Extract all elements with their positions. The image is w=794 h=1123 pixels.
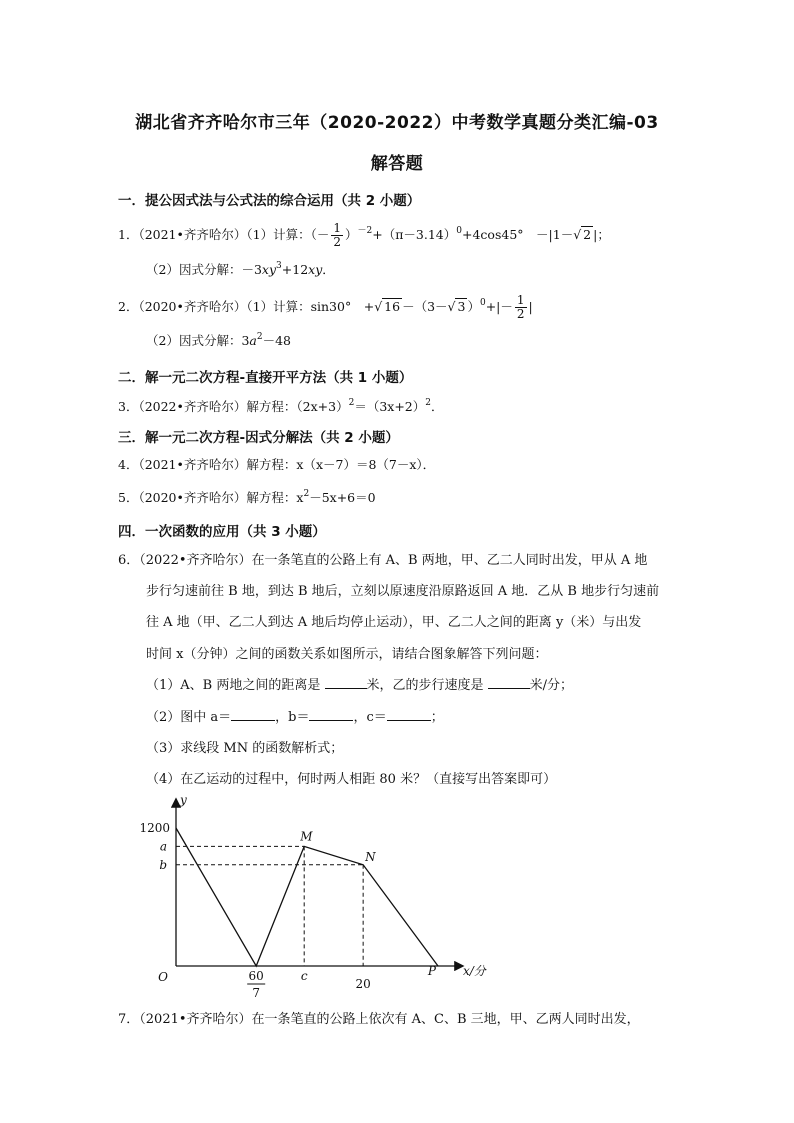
x-axis-label: x/分 (463, 964, 486, 978)
page-title-line2: 解答题 (370, 154, 424, 174)
x-tick-label: 60 (248, 969, 264, 983)
sqrt-icon: √ (447, 299, 456, 314)
question-3: 3．（2022•齐齐哈尔）解方程：$(2x+3)^2=(3x+2)^2$． (118, 398, 444, 414)
answer-blank[interactable] (325, 688, 367, 689)
question-7: 7．（2021•齐齐哈尔）在一条笔直的公路上依次有 A、C、B 三地，甲、乙两人同时出发， (118, 1012, 640, 1027)
question-4: 4．（2021•齐齐哈尔）解方程：x（x－7）＝8（7－x）． (118, 457, 436, 472)
question-6-part-1: （1）A、B 两地之间的距离是 米，乙的步行速度是 米/分； (146, 678, 574, 693)
section-heading-4: 四．一次函数的应用（共 3 小题） (118, 524, 326, 540)
question-6-line-3: 往 A 地（甲、乙二人到达 A 地后均停止运动），甲、乙二人之间的距离 y（米）与出发 (146, 615, 642, 630)
y-tick-label: a (159, 839, 167, 854)
answer-blank[interactable] (387, 720, 431, 721)
point-label-m: M (300, 829, 313, 844)
question-6-part-2: （2）图中 a＝ ，b＝ ，c＝ ； (146, 710, 444, 725)
section-heading-1: 一．提公因式法与公式法的综合运用（共 2 小题） (118, 193, 421, 209)
section-heading-3: 三．解一元二次方程-因式分解法（共 2 小题） (118, 430, 399, 446)
question-1-part-2: （2）因式分解：$-3xy^3+12xy$． (146, 261, 335, 277)
page-title: 湖北省齐齐哈尔市三年（2020-2022）中考数学真题分类汇编-03 (135, 113, 659, 133)
q1-head: 1．（2021•齐齐哈尔）（1）计算：（－ (118, 227, 330, 242)
fraction: $\frac{1}{2}$ (333, 221, 341, 249)
question-6-part-3: （3）求线段 MN 的函数解析式； (146, 741, 344, 756)
question-6-part-4: （4）在乙运动的过程中，何时两人相距 80 米？（直接写出答案即可） (146, 772, 557, 787)
question-5: 5．（2020•齐齐哈尔）解方程：$x^2-5x+6=0$ (118, 489, 376, 505)
point-label-n: N (365, 849, 376, 864)
answer-blank[interactable] (309, 720, 353, 721)
fraction: $\frac{1}{2}$ (516, 293, 525, 321)
x-tick-label: c (300, 969, 308, 983)
sqrt-icon: √ (573, 227, 582, 242)
question-6-line-4: 时间 x（分钟）之间的函数关系如图所示，请结合图象解答下列问题： (146, 647, 548, 662)
question-1: 1．（2021•齐齐哈尔）（1）计算：（－ $\frac{1}{2}$ ）$^{-2}+(\pi-3.14)^0+4\cos 45^\circ$ －|1－√ 2 |； (118, 221, 610, 249)
y-tick-label: b (159, 857, 167, 872)
question-6-line-2: 步行匀速前往 B 地，到达 B 地后，立刻以原速度沿原路返回 A 地．乙从 B 地步行匀速前 (146, 584, 660, 599)
answer-blank[interactable] (488, 688, 530, 689)
question-2: 2．（2020•齐齐哈尔）（1）计算：sin30° +√ 16 －（3－√ 3 ）$^0$+|－ $\frac{1}{2}$ | (118, 293, 533, 321)
x-tick-label: 7 (252, 986, 261, 1000)
y-axis-label: y (180, 793, 187, 807)
graph-line (176, 828, 438, 966)
answer-blank[interactable] (231, 720, 275, 721)
question-2-part-2: （2）因式分解：$3a^2-48$ (146, 332, 291, 348)
sqrt-icon: √ (374, 299, 383, 314)
point-label-p: P (427, 964, 436, 978)
section-heading-2: 二．解一元二次方程-直接开平方法（共 1 小题） (118, 370, 413, 386)
question-6-line-1: 6．（2022•齐齐哈尔）在一条笔直的公路上有 A、B 两地，甲、乙二人同时出发，甲从 A 地 (118, 553, 648, 568)
origin-label: O (158, 970, 168, 984)
y-tick-label: 1200 (139, 821, 170, 835)
x-tick-label: 20 (355, 977, 371, 991)
